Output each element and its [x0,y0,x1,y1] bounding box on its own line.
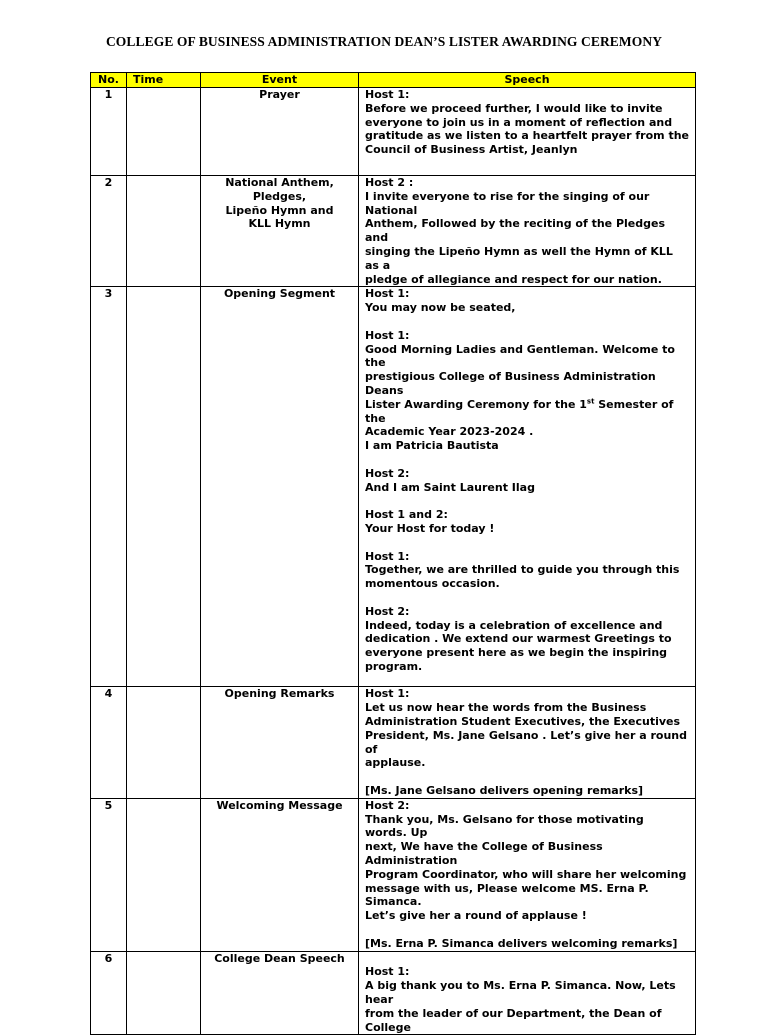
speech-line: A big thank you to Ms. Erna P. Simanca. Now, Lets hear [365,979,676,1006]
row-time [127,88,201,176]
table-row [91,951,696,1035]
header-time: Time [127,73,201,88]
speech-line: Host 2: [365,466,410,480]
speech-line: next, We have the College of Business Administration [365,840,603,867]
event-line: Opening Segment [223,287,336,301]
speech-line: Host 2: [365,604,410,618]
header-no: No. [91,73,127,88]
speech-line: everyone present here as we begin the inspiring [365,646,668,660]
row-event [201,287,359,687]
row-event [201,687,359,798]
speech-line: [Ms. Erna P. Simanca delivers welcoming remarks] [365,936,678,950]
speech-gap [365,315,689,329]
table-row [91,176,696,287]
speech-line: Host 2: [365,798,410,812]
speech-gap [365,591,689,605]
ordinal-suffix: st [586,397,595,406]
speech-line: Host 1: [365,328,410,342]
speech-line: Let’s give her a round of applause ! [365,909,587,923]
speech-line: momentous occasion. [365,577,500,591]
row-event [201,88,359,176]
row-speech [359,951,696,1035]
event-line: Pledges, [252,189,307,203]
row-number: 5 [91,798,127,951]
row-number: 1 [91,88,127,176]
speech-line: message with us, Please welcome MS. Erna P. Simanca. [365,881,649,909]
speech-line: gratitude as we listen to a heartfelt prayer from the [365,129,690,143]
speech-line: singing the Lipeño Hymn as well the Hymn of KLL as a [365,244,673,272]
speech-line: Thank you, Ms. Gelsano for those motivating words. Up [365,812,644,840]
row-number: 6 [91,951,127,1035]
speech-gap [365,536,689,550]
speech-line: I am Patricia Bautista [365,439,499,453]
speech-line: Host 1: [365,88,410,101]
event-line: College Dean Speech [214,951,345,965]
row-speech [359,287,696,687]
table-row [91,798,696,951]
row-speech [359,798,696,951]
speech-line: pledge of allegiance and respect for our nation. [365,272,662,286]
event-line: National Anthem, [225,176,334,189]
speech-line: Host 1: [365,549,410,563]
speech-line: prestigious College of Business Administration Deans [365,370,656,397]
row-event [201,176,359,287]
event-line: Opening Remarks [224,687,335,701]
speech-line: Administration Student Executives, the Executives [365,714,681,728]
speech-line: Good Morning Ladies and Gentleman. Welcome to the [365,342,675,370]
event-line: KLL Hymn [248,217,311,231]
row-speech [359,88,696,176]
speech-line: Host 1: [365,965,410,979]
table-row [91,687,696,798]
program-rows [91,88,696,1035]
speech-line: Program Coordinator, who will share her welcoming [365,867,687,881]
row-speech [359,176,696,287]
header-speech: Speech [359,73,696,88]
header-event: Event [201,73,359,88]
speech-line: program. [365,659,423,673]
speech-line: Before we proceed further, I would like to invite [365,101,663,115]
speech-text: Lister Awarding Ceremony for the 1 [365,397,587,411]
speech-gap [365,952,689,966]
row-speech [359,687,696,798]
row-time [127,287,201,687]
speech-line: Host 2 : [365,176,414,189]
speech-line: Host 1 and 2: [365,508,448,522]
table-row [91,88,696,176]
speech-line: everyone to join us in a moment of reflection and [365,115,673,129]
speech-line: And I am Saint Laurent Ilag [365,480,535,494]
event-line: Lipeño Hymn and [225,203,334,217]
speech-line: Let us now hear the words from the Business [365,701,647,715]
speech-line: Anthem, Followed by the reciting of the Pledges and [365,217,666,245]
speech-line: Indeed, today is a celebration of excellence and [365,618,663,632]
speech-line: Council of Business Artist, Jeanlyn [365,143,578,157]
row-event [201,951,359,1035]
row-time [127,176,201,287]
row-number: 4 [91,687,127,798]
speech-line: President, Ms. Jane Gelsano . Let’s give her a round of [365,728,687,756]
speech-line: dedication . We extend our warmest Greetings to [365,632,672,646]
speech-line: applause. [365,756,426,770]
row-event [201,798,359,951]
speech-line: I invite everyone to rise for the singing of our National [365,189,650,217]
speech-gap [365,453,689,467]
program-table [90,72,696,1035]
row-time [127,798,201,951]
speech-line: [Ms. Jane Gelsano delivers opening remarks] [365,783,644,797]
speech-gap [365,494,689,508]
event-line: Prayer [259,88,300,101]
speech-line: Together, we are thrilled to guide you through this [365,563,680,577]
speech-line: Host 1: [365,687,410,701]
table-header-row [91,73,696,88]
row-time [127,951,201,1035]
speech-text-rest: Semester of the [365,397,674,425]
speech-gap [365,923,689,937]
table-row [91,287,696,687]
speech-line: Academic Year 2023-2024 . [365,425,534,439]
speech-line: Your Host for today ! [365,521,495,535]
row-number: 3 [91,287,127,687]
row-number: 2 [91,176,127,287]
speech-line: Host 1: [365,287,410,301]
event-line: Welcoming Message [216,798,343,812]
row-time [127,687,201,798]
speech-line: You may now be seated, [365,301,516,315]
speech-line [365,398,689,426]
speech-gap [365,770,689,784]
document-title: COLLEGE OF BUSINESS ADMINISTRATION DEAN’S LISTER AWARDING CEREMONY [105,34,663,49]
speech-line: from the leader of our Department, the Dean of College [365,1006,662,1034]
